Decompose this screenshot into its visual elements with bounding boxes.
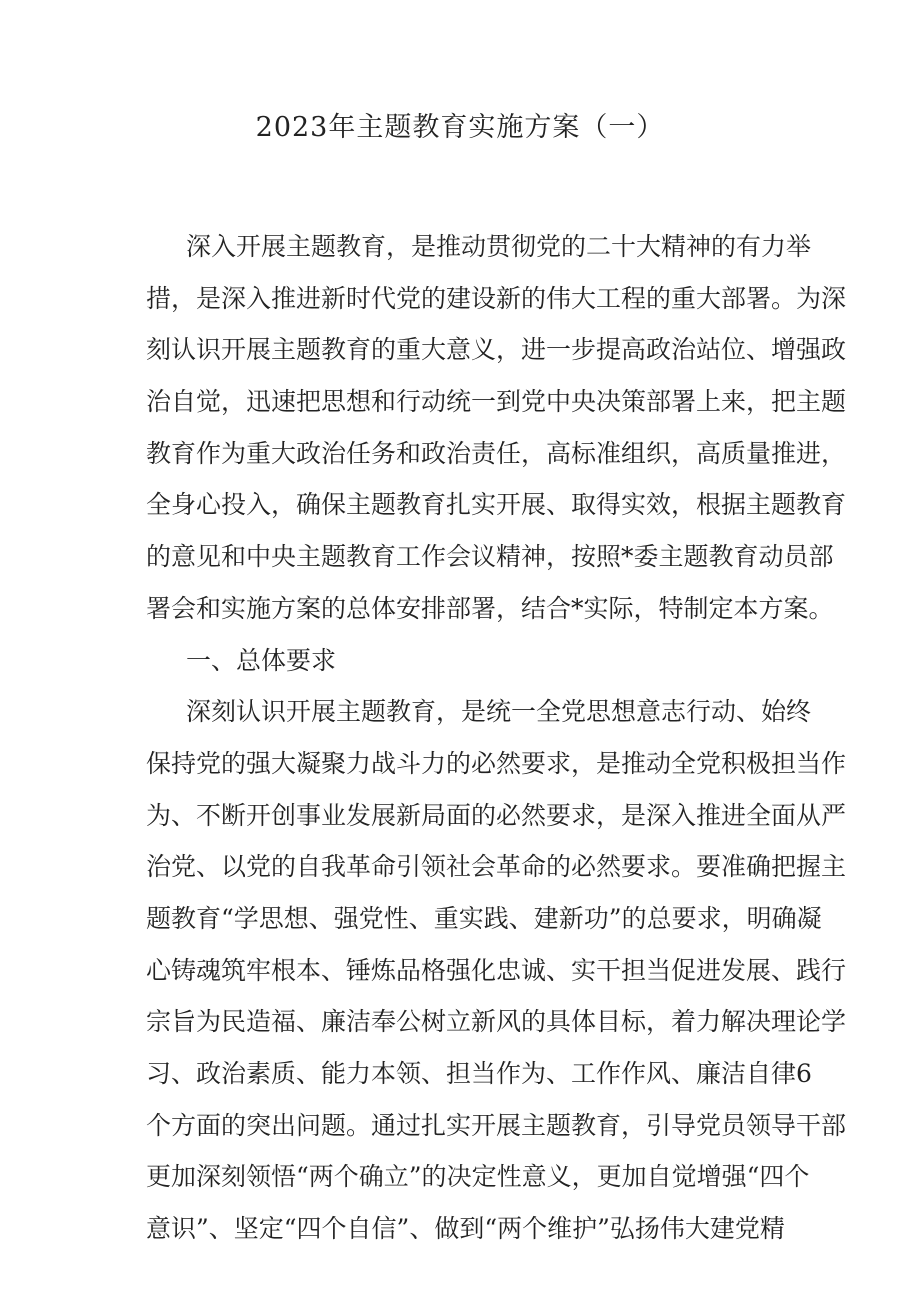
paragraph-intro-line: 深入开展主题教育，是推动贯彻党的二十大精神的有力举 — [186, 232, 812, 261]
paragraph-requirements-line: 为、不断开创事业发展新局面的必然要求，是深入推进全面从严 — [146, 800, 847, 830]
paragraph-intro-line: 的意见和中央主题教育工作会议精神，按照*委主题教育动员部 — [146, 542, 834, 572]
paragraph-requirements-line: 治党、以党的自我革命引领社会革命的必然要求。要准确把握主 — [146, 852, 847, 882]
paragraph-requirements-line: 习、政治素质、能力本领、担当作为、工作作风、廉洁自律6 — [146, 1059, 812, 1088]
paragraph-requirements-line: 保持党的强大凝聚力战斗力的必然要求，是推动全党积极担当作 — [146, 748, 847, 778]
paragraph-requirements-line: 深刻认识开展主题教育，是统一全党思想意志行动、始终 — [186, 697, 812, 727]
section-heading: 一、总体要求 — [186, 645, 337, 675]
paragraph-intro-line: 署会和实施方案的总体安排部署，结合*实际，特制定本方案。 — [146, 593, 834, 623]
paragraph-requirements-line: 个方面的突出问题。通过扎实开展主题教育，引导党员领导干部 — [146, 1110, 847, 1140]
paragraph-requirements-line: 题教育“学思想、强党性、重实践、建新功”的总要求，明确凝 — [146, 903, 822, 933]
paragraph-intro-line: 刻认识开展主题教育的重大意义，进一步提高政治站位、增强政 — [146, 335, 847, 365]
document-body — [146, 221, 847, 1255]
paragraph-requirements-line: 心铸魂筑牢根本、锤炼品格强化忠诚、实干担当促进发展、践行 — [146, 955, 847, 985]
paragraph-intro-line: 教育作为重大政治任务和政治责任，高标准组织，高质量推进， — [146, 438, 847, 468]
paragraph-requirements-line: 宗旨为民造福、廉洁奉公树立新风的具体目标，着力解决理论学 — [146, 1007, 847, 1037]
paragraph-intro-line: 治自觉，迅速把思想和行动统一到党中央决策部署上来，把主题 — [146, 387, 847, 417]
paragraph-requirements-line: 更加深刻领悟“两个确立”的决定性意义，更加自觉增强“四个 — [146, 1162, 810, 1192]
paragraph-requirements-line: 意识”、坚定“四个自信”、做到“两个维护”弘扬伟大建党精 — [146, 1214, 785, 1244]
document-title: 2023年主题教育实施方案（一） — [255, 112, 665, 143]
paragraph-intro-line: 措，是深入推进新时代党的建设新的伟大工程的重大部署。为深 — [146, 283, 847, 313]
paragraph-intro-line: 全身心投入，确保主题教育扎实开展、取得实效，根据主题教育 — [146, 490, 847, 520]
